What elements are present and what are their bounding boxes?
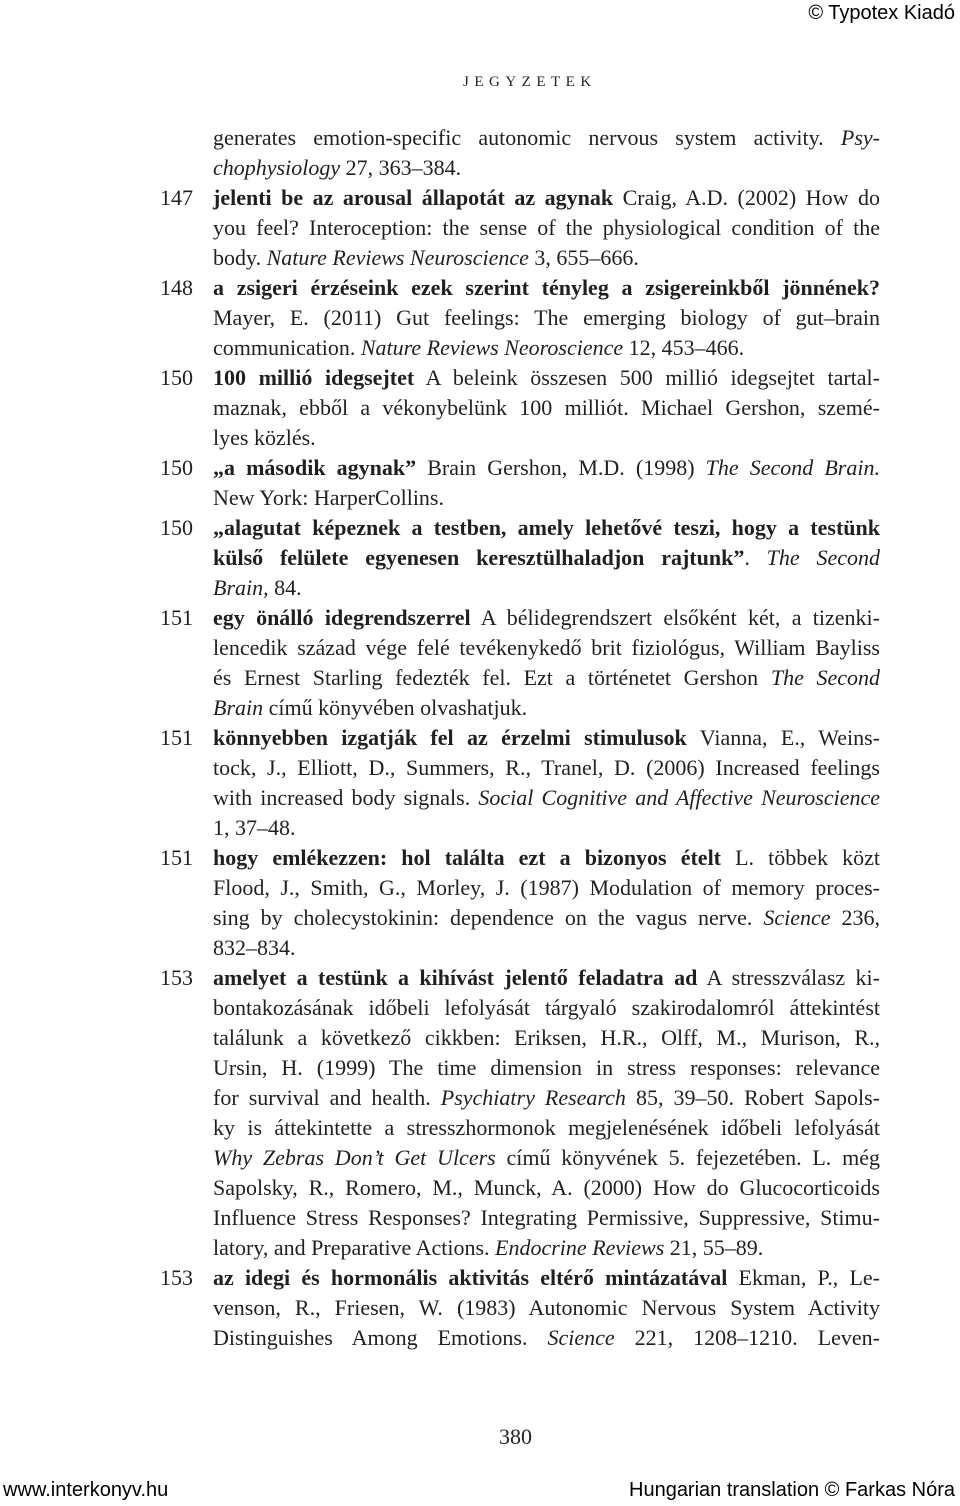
note-text: A beleink összesen 500 millió idegsejtet tartal- xyxy=(414,365,880,390)
note-keyword: könnyebben izgatják fel az érzelmi stimulusok xyxy=(213,725,687,750)
note xyxy=(0,963,960,1263)
note-text: 27, 363–384. xyxy=(340,155,462,180)
note-line xyxy=(0,813,960,843)
note xyxy=(0,843,960,963)
page-number: 380 xyxy=(499,1424,532,1449)
note-text: A stresszválasz ki- xyxy=(697,965,880,990)
note-page-reference: 151 xyxy=(160,845,193,870)
note-page-reference: 150 xyxy=(160,365,193,390)
note-title-italic: Nature Reviews Neuroscience xyxy=(266,245,529,270)
note-text: sing by cholecystokinin: dependence on the vagus nerve. xyxy=(213,905,764,930)
note-text: . xyxy=(744,545,767,570)
note-title-italic: chophysiology xyxy=(213,155,341,180)
note-text: és Ernest Starling fedezték fel. Ezt a történetet Gershon xyxy=(213,665,771,690)
note-title-italic: Endocrine Reviews xyxy=(495,1235,665,1260)
note-text: című könyvében olvashatjuk. xyxy=(263,695,528,720)
note-text: 832–834. xyxy=(213,935,296,960)
note-keyword: az idegi és hormonális aktivitás eltérő mintázatával xyxy=(213,1265,728,1290)
note-text: New York: HarperCollins. xyxy=(213,485,444,510)
note-line xyxy=(0,873,960,903)
note-page-reference: 153 xyxy=(160,1265,193,1290)
note-line xyxy=(0,783,960,813)
note-keyword: külső felülete egyenesen keresztülhaladjon rajtunk” xyxy=(213,545,745,570)
note-title-italic: Why Zebras Don’t Get Ulcers xyxy=(213,1145,496,1170)
note-page-reference: 151 xyxy=(160,725,193,750)
note-text: Mayer, E. (2011) Gut feelings: The emerging biology of gut–brain xyxy=(213,305,880,330)
note-text: című könyvének 5. fejezetében. L. még xyxy=(495,1145,880,1170)
notes-list xyxy=(0,123,960,1353)
note-line xyxy=(0,543,960,573)
note-keyword: amelyet a testünk a kihívást jelentő feladatra ad xyxy=(213,965,698,990)
note-line xyxy=(0,1293,960,1323)
note-line xyxy=(0,693,960,723)
note-line xyxy=(0,423,960,453)
note-text: A bélidegrendszert elsőként két, a tizenki- xyxy=(470,605,880,630)
note-line xyxy=(0,903,960,933)
note-line xyxy=(0,753,960,783)
note-line xyxy=(0,573,960,603)
note xyxy=(0,183,960,273)
note-line xyxy=(0,1053,960,1083)
note-text: 3, 655–666. xyxy=(528,245,639,270)
note-title-italic: Science xyxy=(763,905,831,930)
note-text: bontakozásának időbeli lefolyását tárgyaló szakirodalomról áttekintést xyxy=(213,995,880,1020)
note-title-italic: Social Cognitive and Affective Neuroscience xyxy=(478,785,880,810)
note-line xyxy=(0,663,960,693)
note-title-italic: The Second xyxy=(770,665,880,690)
note xyxy=(0,273,960,363)
note-text: 85, 39–50. Robert Sapols- xyxy=(625,1085,880,1110)
note-title-italic: Psy- xyxy=(840,125,880,150)
note-text: maznak, ebből a vékonybelünk 100 milliót. Michael Gershon, szemé- xyxy=(213,395,880,420)
note-text: ky is áttekintette a stresszhormonok megjelenésének időbeli lefolyását xyxy=(213,1115,880,1140)
note-line xyxy=(0,993,960,1023)
note-title-italic: The Second xyxy=(766,545,881,570)
note-keyword: „alagutat képeznek a testben, amely lehetővé teszi, hogy a testünk xyxy=(213,515,880,540)
note-text: Sapolsky, R., Romero, M., Munck, A. (2000) How do Glucocorticoids xyxy=(213,1175,880,1200)
note-text: you feel? Interoception: the sense of the physiological condition of the xyxy=(213,215,880,240)
running-head: JEGYZETEK xyxy=(463,74,597,90)
note-line xyxy=(0,1233,960,1263)
note-page-reference: 153 xyxy=(160,965,193,990)
footer-website: www.interkonyv.hu xyxy=(3,1479,169,1501)
note-keyword: a zsigeri érzéseink ezek szerint tényleg a zsigereinkből jönnének? xyxy=(213,275,880,300)
note-line xyxy=(0,1023,960,1053)
note-keyword: hogy emlékezzen: hol találta ezt a bizonyos ételt xyxy=(213,845,722,870)
note-line xyxy=(0,243,960,273)
note-text: 21, 55–89. xyxy=(664,1235,764,1260)
note-text: Ursin, H. (1999) The time dimension in stress responses: relevance xyxy=(213,1055,880,1080)
note-keyword: egy önálló idegrendszerrel xyxy=(213,605,471,630)
note-text: L. többek közt xyxy=(721,845,880,870)
note-line xyxy=(0,1083,960,1113)
note-text: Influence Stress Responses? Integrating Permissive, Suppressive, Stimu- xyxy=(213,1205,880,1230)
note-keyword: jelenti be az arousal állapotát az agynak xyxy=(213,185,614,210)
note-line xyxy=(0,633,960,663)
note xyxy=(0,453,960,513)
note-text: lencedik század vége felé tevékenykedő brit fiziológus, William Bayliss xyxy=(213,635,880,660)
note-title-italic: Brain, xyxy=(213,575,269,600)
note xyxy=(0,603,960,723)
note-page-reference: 150 xyxy=(160,515,193,540)
note-title-italic: The Second Brain. xyxy=(705,455,880,480)
note-text: lyes közlés. xyxy=(213,425,316,450)
note-line xyxy=(0,1143,960,1173)
note-text: találunk a következő cikkben: Eriksen, H.R., Olff, M., Murison, R., xyxy=(213,1025,880,1050)
note-text: communication. xyxy=(213,335,361,360)
note-line xyxy=(0,333,960,363)
note-text: body. xyxy=(213,245,267,270)
note-text: tock, J., Elliott, D., Summers, R., Tranel, D. (2006) Increased feelings xyxy=(213,755,880,780)
note-page-reference: 147 xyxy=(160,185,193,210)
note-title-italic: Brain xyxy=(213,695,264,720)
note xyxy=(0,1263,960,1353)
note-text: 236, xyxy=(830,905,880,930)
note-text: Ekman, P., Le- xyxy=(727,1265,880,1290)
note-title-italic: Science xyxy=(547,1325,615,1350)
note-page-reference: 150 xyxy=(160,455,193,480)
note-text: 1, 37–48. xyxy=(213,815,296,840)
note-line xyxy=(0,153,960,183)
note-text: 221, 1208–1210. Leven- xyxy=(614,1325,880,1350)
note-text: Distinguishes Among Emotions. xyxy=(213,1325,548,1350)
note xyxy=(0,363,960,453)
note-text: Craig, A.D. (2002) How do xyxy=(613,185,881,210)
note-line xyxy=(0,1113,960,1143)
note-text: 84. xyxy=(268,575,302,600)
note-text: latory, and Preparative Actions. xyxy=(213,1235,496,1260)
note-line xyxy=(0,213,960,243)
note-keyword: 100 millió idegsejtet xyxy=(213,365,415,390)
note-line xyxy=(0,1323,960,1353)
note xyxy=(0,123,960,183)
note-text: generates emotion-specific autonomic nervous system activity. xyxy=(213,125,841,150)
footer-translation-credit: Hungarian translation © Farkas Nóra xyxy=(629,1479,955,1501)
note-text: Vianna, E., Weins- xyxy=(686,725,880,750)
note-text: Brain Gershon, M.D. (1998) xyxy=(416,455,706,480)
note-page-reference: 148 xyxy=(160,275,193,300)
note-text: with increased body signals. xyxy=(213,785,479,810)
publisher-copyright: © Typotex Kiadó xyxy=(808,2,955,24)
note-text: Flood, J., Smith, G., Morley, J. (1987) Modulation of memory proces- xyxy=(213,875,880,900)
note xyxy=(0,723,960,843)
note-line xyxy=(0,483,960,513)
note-keyword: „a második agynak” xyxy=(213,455,417,480)
note-line xyxy=(0,123,960,153)
note-title-italic: Nature Reviews Neoroscience xyxy=(360,335,624,360)
note-line xyxy=(0,933,960,963)
note-text: venson, R., Friesen, W. (1983) Autonomic Nervous System Activity xyxy=(213,1295,880,1320)
note-page-reference: 151 xyxy=(160,605,193,630)
note-text: for survival and health. xyxy=(213,1085,441,1110)
note-line xyxy=(0,393,960,423)
note-line xyxy=(0,1173,960,1203)
note xyxy=(0,513,960,603)
note-line xyxy=(0,303,960,333)
note-title-italic: Psychiatry Research xyxy=(440,1085,626,1110)
note-text: 12, 453–466. xyxy=(623,335,745,360)
note-line xyxy=(0,1203,960,1233)
